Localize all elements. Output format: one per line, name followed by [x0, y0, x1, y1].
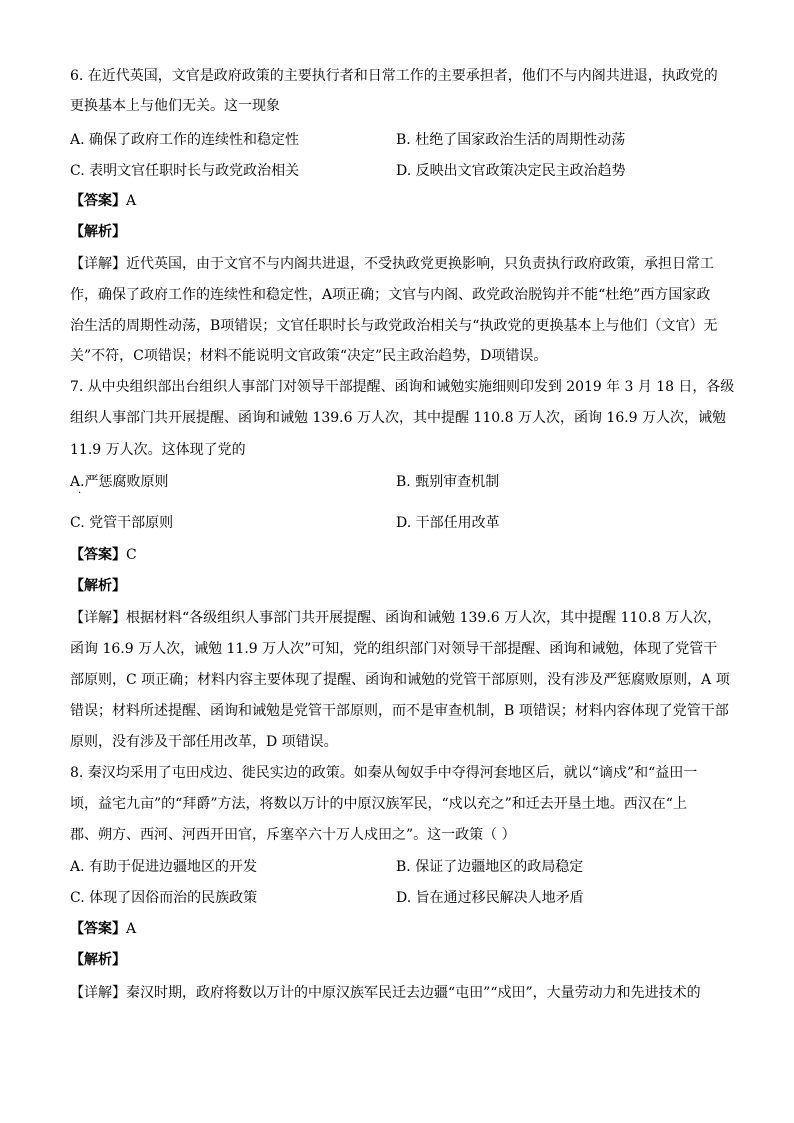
q7-stem-line-2: 组织人事部门共开展提醒、函询和诫勉 139.6 万人次，其中提醒 110.8 万人次，函询 16.9 万人次，诫勉	[70, 410, 727, 426]
q7-detail-line-1: 【详解】根据材料“各级组织人事部门共开展提醒、函询和诫勉 139.6 万人次，其中提醒 110.8 万人次，	[70, 610, 722, 626]
q6-answer	[70, 191, 136, 211]
q8-option-b: B. 保证了边疆地区的政局稳定	[396, 859, 584, 875]
q7-analysis-label: 【解析】	[70, 578, 126, 594]
q6-option-b: B. 杜绝了国家政治生活的周期性动荡	[396, 132, 626, 148]
q8-option-c: C. 体现了因俗而治的民族政策	[70, 890, 258, 906]
q8-answer	[70, 919, 136, 939]
q8-answer-label: 【答案】	[70, 921, 126, 937]
q7-option-b: B. 甄别审查机制	[396, 474, 500, 490]
q7-detail-line-3: 部原则，C 项正确；材料内容主要体现了提醒、函询和诫勉的党管干部原则，没有涉及严惩腐败原则，A 项	[70, 672, 730, 688]
q7-stem-line-3: 11.9 万人次。这体现了党的	[70, 442, 246, 458]
q6-stem-line-2: 更换基本上与他们无关。这一现象	[70, 98, 280, 114]
q6-option-d: D. 反映出文官政策决定民主政治趋势	[396, 163, 626, 179]
q6-analysis-label: 【解析】	[70, 224, 126, 240]
q7-detail-line-2: 函询 16.9 万人次，诫勉 11.9 万人次”可知，党的组织部门对领导干部提醒、函询和诫勉，体现了党管干	[70, 641, 718, 657]
q8-stem-line-3: 郡、朔方、西河、河西开田官，斥塞卒六十万人戍田之”。这一政策（ ）	[70, 827, 516, 843]
q7-detail-line-4: 错误；材料所述提醒、函询和诫勉是党管干部原则，而不是审查机制，B 项错误；材料内容体现了党管干部	[70, 703, 729, 719]
q7-detail-line-5: 原则，没有涉及干部任用改革，D 项错误。	[70, 734, 338, 750]
q6-detail-line-4: 关”不符，C项错误；材料不能说明文官政策“决定”民主政治趋势，D项错误。	[70, 348, 548, 364]
q6-detail-line-1: 【详解】近代英国，由于文官不与内阁共进退，不受执政党更换影响，只负责执行政府政策，承担日常工	[70, 256, 714, 272]
q8-option-a: A. 有助于促进边疆地区的开发	[70, 859, 258, 875]
q6-answer-value: A	[126, 193, 137, 209]
q7-option-a: A.严惩腐败原则	[70, 474, 169, 490]
stray-dot: ·	[78, 488, 82, 499]
q7-answer-value: C	[126, 547, 137, 563]
q8-analysis-label: 【解析】	[70, 952, 126, 968]
q7-option-c: C. 党管干部原则	[70, 515, 174, 531]
q7-option-d: D. 干部任用改革	[396, 515, 500, 531]
q8-stem-line-1: 8. 秦汉均采用了屯田戍边、徙民实边的政策。如秦从匈奴手中夺得河套地区后，就以“谪戍”和“益田一	[70, 765, 698, 781]
q6-detail-line-2: 作，确保了政府工作的连续性和稳定性，A项正确；文官与内阁、政党政治脱钩并不能“杜绝”西方国家政	[70, 287, 711, 303]
q8-option-d: D. 旨在通过移民解决人地矛盾	[396, 890, 584, 906]
q6-option-a: A. 确保了政府工作的连续性和稳定性	[70, 132, 300, 148]
q6-answer-label: 【答案】	[70, 193, 126, 209]
q8-detail-line-1: 【详解】秦汉时期，政府将数以万计的中原汉族军民迁去边疆“屯田”“戍田”，大量劳动力和先进技术的	[70, 985, 701, 1001]
q7-stem-line-1: 7. 从中央组织部出台组织人事部门对领导干部提醒、函询和诫勉实施细则印发到 2019 年 3 月 18 日，各级	[70, 379, 735, 395]
q6-detail-line-3: 治生活的周期性动荡，B项错误；文官任职时长与政党政治相关与“执政党的更换基本上与他们（文官）无	[70, 318, 718, 334]
q7-answer-label: 【答案】	[70, 547, 126, 563]
q6-stem-line-1: 6. 在近代英国，文官是政府政策的主要执行者和日常工作的主要承担者，他们不与内阁共进退，执政党的	[70, 68, 718, 84]
q7-answer	[70, 545, 137, 565]
q8-stem-line-2: 顷，益宅九亩”的“拜爵”方法，将数以万计的中原汉族军民，“戍以充之”和迁去开垦土地。西汉在“上	[70, 796, 687, 812]
q8-answer-value: A	[126, 921, 137, 937]
q6-option-c: C. 表明文官任职时长与政党政治相关	[70, 163, 300, 179]
